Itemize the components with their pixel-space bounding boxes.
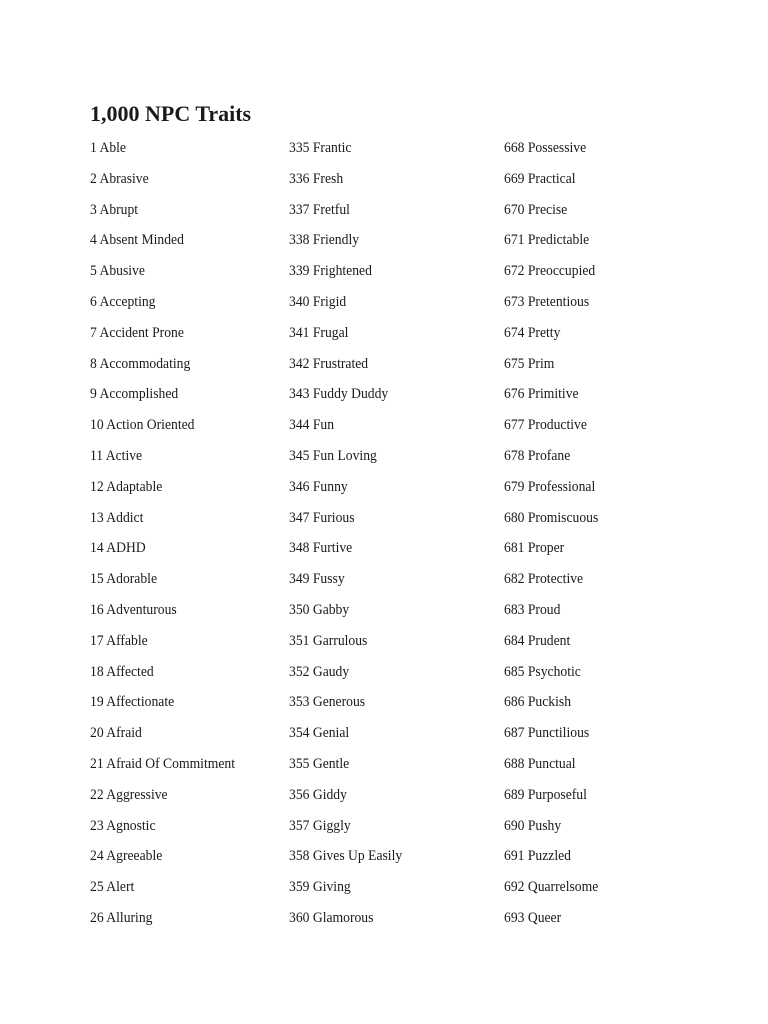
trait-item: 342 Frustrated — [289, 355, 369, 372]
trait-item: 358 Gives Up Easily — [289, 848, 403, 865]
trait-item: 16 Adventurous — [90, 601, 177, 618]
trait-item: 8 Accommodating — [90, 355, 191, 372]
trait-item: 688 Punctual — [504, 755, 576, 772]
page-title: 1,000 NPC Traits — [90, 101, 252, 126]
trait-item: 10 Action Oriented — [90, 417, 195, 434]
trait-item: 357 Giggly — [289, 817, 351, 834]
trait-item: 26 Alluring — [90, 909, 153, 926]
trait-item: 344 Fun — [289, 417, 335, 434]
trait-item: 671 Predictable — [504, 232, 590, 249]
trait-item: 690 Pushy — [504, 817, 562, 834]
trait-item: 672 Preoccupied — [504, 263, 596, 280]
trait-item: 12 Adaptable — [90, 478, 163, 495]
trait-item: 13 Addict — [90, 509, 144, 526]
trait-item: 11 Active — [90, 447, 143, 464]
trait-item: 2 Abrasive — [90, 170, 149, 187]
trait-item: 339 Frightened — [289, 263, 372, 280]
trait-item: 337 Fretful — [289, 201, 350, 218]
trait-item: 347 Furious — [289, 509, 355, 526]
trait-item: 336 Fresh — [289, 170, 344, 187]
trait-item: 349 Fussy — [289, 571, 345, 588]
trait-item: 673 Pretentious — [504, 293, 590, 310]
trait-item: 25 Alert — [90, 879, 135, 896]
trait-item: 338 Friendly — [289, 232, 360, 249]
trait-item: 677 Productive — [504, 417, 587, 434]
trait-item: 9 Accomplished — [90, 386, 179, 403]
trait-item: 340 Frigid — [289, 293, 347, 310]
trait-item: 19 Affectionate — [90, 694, 175, 711]
trait-item: 23 Agnostic — [90, 817, 156, 834]
trait-item: 676 Primitive — [504, 386, 579, 403]
trait-item: 350 Gabby — [289, 601, 350, 618]
trait-item: 670 Precise — [504, 201, 568, 218]
trait-item: 679 Professional — [504, 478, 596, 495]
trait-item: 15 Adorable — [90, 571, 158, 588]
trait-item: 346 Funny — [289, 478, 348, 495]
trait-item: 674 Pretty — [504, 324, 561, 341]
trait-item: 3 Abrupt — [90, 201, 139, 218]
trait-column-1 — [90, 138, 280, 939]
trait-item: 360 Glamorous — [289, 909, 374, 926]
trait-item: 675 Prim — [504, 355, 555, 372]
trait-item: 7 Accident Prone — [90, 324, 184, 341]
trait-item: 685 Psychotic — [504, 663, 581, 680]
trait-item: 359 Giving — [289, 879, 351, 896]
trait-item: 684 Prudent — [504, 632, 571, 649]
trait-item: 4 Absent Minded — [90, 232, 184, 249]
trait-item: 345 Fun Loving — [289, 447, 377, 464]
trait-item: 24 Agreeable — [90, 848, 163, 865]
trait-item: 692 Quarrelsome — [504, 879, 599, 896]
trait-item: 353 Generous — [289, 694, 366, 711]
trait-item: 686 Puckish — [504, 694, 572, 711]
trait-item: 351 Garrulous — [289, 632, 368, 649]
trait-item: 354 Genial — [289, 725, 350, 742]
trait-item: 683 Proud — [504, 601, 561, 618]
trait-item: 348 Furtive — [289, 540, 353, 557]
trait-item: 21 Afraid Of Commitment — [90, 755, 235, 772]
trait-item: 691 Puzzled — [504, 848, 572, 865]
trait-item: 355 Gentle — [289, 755, 350, 772]
trait-item: 668 Possessive — [504, 140, 587, 156]
trait-item: 17 Affable — [90, 632, 148, 649]
trait-item: 335 Frantic — [289, 140, 352, 156]
trait-item: 20 Afraid — [90, 725, 142, 742]
trait-item: 341 Frugal — [289, 324, 349, 341]
trait-item: 22 Aggressive — [90, 786, 168, 803]
trait-item: 681 Proper — [504, 540, 565, 557]
trait-item: 693 Queer — [504, 909, 562, 926]
trait-item: 14 ADHD — [90, 540, 146, 557]
trait-item: 356 Giddy — [289, 786, 347, 803]
trait-item: 680 Promiscuous — [504, 509, 599, 526]
trait-item: 687 Punctilious — [504, 725, 590, 742]
trait-item: 343 Fuddy Duddy — [289, 386, 389, 403]
trait-item: 669 Practical — [504, 170, 576, 187]
trait-item: 678 Profane — [504, 447, 571, 464]
trait-column-2 — [289, 138, 494, 939]
trait-item: 352 Gaudy — [289, 663, 350, 680]
trait-item: 689 Purposeful — [504, 786, 587, 803]
trait-item: 6 Accepting — [90, 293, 156, 310]
trait-column-3 — [504, 138, 734, 939]
trait-item: 18 Affected — [90, 663, 154, 680]
trait-item: 682 Protective — [504, 571, 584, 588]
trait-item: 5 Abusive — [90, 263, 145, 280]
trait-item: 1 Able — [90, 140, 126, 156]
